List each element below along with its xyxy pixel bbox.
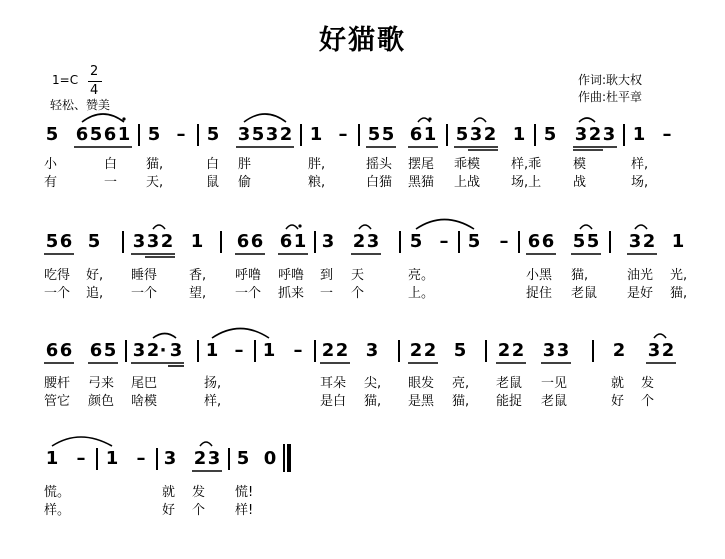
note: 5 (467, 231, 481, 252)
lyric: 猫, (146, 157, 164, 172)
lyric: 吃得 (44, 268, 71, 283)
slur (359, 225, 371, 229)
lyric: 猫, (571, 268, 589, 283)
lyric: 追, (86, 286, 104, 301)
slur (654, 334, 666, 338)
note: 3 (542, 340, 556, 361)
lyric: 亮, (452, 376, 470, 391)
note: 2 (483, 124, 497, 145)
lyric: 发 (641, 376, 655, 391)
slur (635, 225, 647, 229)
composer-credit: 作曲:杜平章 (578, 90, 643, 104)
note: 1 (293, 231, 307, 252)
lyric: 胖 (238, 157, 252, 172)
note: 6 (527, 231, 541, 252)
note: 6 (236, 231, 250, 252)
lyric: 老鼠 (541, 394, 568, 409)
lyric: 是白 (320, 394, 347, 409)
note: 3 (207, 448, 221, 469)
lyric: 天, (146, 175, 164, 190)
note: 1 (205, 340, 219, 361)
note: 5 (367, 124, 381, 145)
lyric: 胖, (308, 157, 326, 172)
lyric: 望, (189, 286, 207, 301)
lyric: 粮, (308, 175, 326, 190)
lyric: 颜色 (88, 394, 115, 409)
note: 5 (453, 340, 467, 361)
slur (580, 225, 592, 229)
slur (153, 225, 165, 229)
slur (579, 118, 595, 122)
note: 0 (263, 448, 277, 469)
note: 5 (251, 124, 265, 145)
lyric: 上。 (408, 286, 435, 301)
note: 6 (59, 231, 73, 252)
lyric: 啥模 (131, 394, 158, 409)
note: 2 (146, 340, 160, 361)
lyric: 模 (573, 157, 587, 172)
note: 2 (642, 231, 656, 252)
note: 2 (160, 231, 174, 252)
octave-dot (428, 117, 431, 120)
lyric: 睡得 (131, 268, 158, 283)
note: 1 (423, 124, 437, 145)
note: 2 (193, 448, 207, 469)
lyric: 个 (192, 503, 206, 518)
slur (416, 220, 474, 230)
lyric: 光, (670, 268, 688, 283)
note: 3 (132, 340, 146, 361)
note: – (338, 124, 348, 145)
note: 3 (469, 124, 483, 145)
lyric: 慌。 (44, 485, 71, 500)
note: 1 (671, 231, 685, 252)
lyric: 油光 (627, 268, 654, 283)
note: – (76, 448, 86, 469)
octave-dot (122, 117, 125, 120)
note: 6 (45, 340, 59, 361)
note: 5 (206, 124, 220, 145)
note: 5 (409, 231, 423, 252)
lyric: 白猫 (366, 175, 393, 190)
lyric: 就 (611, 376, 625, 391)
lyric: 小黑 (526, 268, 553, 283)
lyric: 黑猫 (408, 175, 435, 190)
note: 6 (409, 124, 423, 145)
lyric: 耳朵 (320, 376, 347, 391)
octave-dot (298, 224, 301, 227)
lyric: 一 (104, 175, 118, 190)
note: 3 (556, 340, 570, 361)
note: 3 (574, 124, 588, 145)
note: 3 (628, 231, 642, 252)
time-signature-top: 2 (90, 64, 99, 79)
note: 2 (352, 231, 366, 252)
lyric: 好 (162, 503, 176, 518)
lyric: 场, (631, 175, 649, 190)
note: 6 (89, 340, 103, 361)
lyric: 样, (204, 394, 222, 409)
note: 1 (190, 231, 204, 252)
lyric: 白 (104, 157, 118, 172)
lyric: 弓来 (88, 376, 115, 391)
lyric: 尾巴 (131, 376, 158, 391)
lyric: 有 (44, 175, 58, 190)
note: 3 (163, 448, 177, 469)
note: 1 (117, 124, 131, 145)
slur (200, 442, 212, 446)
lyric: 猫, (670, 286, 688, 301)
lyric: 猫, (364, 394, 382, 409)
note: – (176, 124, 186, 145)
tempo-marking: 轻松、赞美 (50, 98, 111, 112)
note: 3 (647, 340, 661, 361)
note: 3 (169, 340, 183, 361)
note: 3 (146, 231, 160, 252)
lyric: 腰杆 (44, 376, 71, 391)
lyric: 老鼠 (571, 286, 598, 301)
slur (418, 118, 430, 122)
note: 5 (381, 124, 395, 145)
note: 5 (45, 124, 59, 145)
lyric: 发 (192, 485, 206, 500)
lyric: 捉住 (526, 286, 553, 301)
note: 3 (602, 124, 616, 145)
lyric: 鼠 (206, 175, 220, 190)
slur (286, 225, 298, 229)
lyric: 就 (162, 485, 176, 500)
lyric: 慌! (235, 485, 254, 500)
lyric: 眼发 (408, 376, 435, 391)
note: 5 (89, 124, 103, 145)
lyric: 到 (320, 268, 334, 283)
note: 2 (409, 340, 423, 361)
note: 2 (335, 340, 349, 361)
lyric: 天 (351, 268, 365, 283)
lyric: 场,上 (511, 175, 542, 190)
note: – (439, 231, 449, 252)
lyric: 好 (611, 394, 625, 409)
lyric: 个 (351, 286, 365, 301)
lyric: 样,乖 (511, 157, 542, 172)
lyric: 样! (235, 503, 254, 518)
note: 5 (147, 124, 161, 145)
note: 1 (512, 124, 526, 145)
lyric: 是黑 (408, 394, 435, 409)
lyric: 管它 (44, 394, 71, 409)
note: 6 (59, 340, 73, 361)
lyric: 摆尾 (408, 157, 435, 172)
note-dot: · (159, 340, 167, 361)
key-signature: 1=C (52, 73, 79, 87)
note: 6 (250, 231, 264, 252)
note: 3 (321, 231, 335, 252)
lyric: 一个 (235, 286, 262, 301)
lyric: 好, (86, 268, 104, 283)
note: 2 (661, 340, 675, 361)
note: 6 (279, 231, 293, 252)
lyric: 战 (573, 175, 587, 190)
note: 2 (321, 340, 335, 361)
note: 3 (237, 124, 251, 145)
slur (212, 329, 269, 339)
lyric: 样。 (44, 503, 71, 518)
note: 2 (497, 340, 511, 361)
note: 2 (612, 340, 626, 361)
slur (82, 114, 124, 122)
lyric: 白 (206, 157, 220, 172)
lyric: 乖模 (454, 157, 481, 172)
lyric: 呼噜 (278, 268, 305, 283)
note: – (662, 124, 672, 145)
lyric: 香, (189, 268, 207, 283)
note: 2 (511, 340, 525, 361)
time-signature-bottom: 4 (90, 83, 99, 98)
lyric: 呼噜 (235, 268, 262, 283)
lyric: 是好 (627, 286, 654, 301)
lyric: 一 (320, 286, 334, 301)
lyric: 上战 (454, 175, 481, 190)
note: – (499, 231, 509, 252)
lyric: 亮。 (408, 268, 435, 283)
note: 3 (366, 231, 380, 252)
slur (244, 114, 286, 122)
note: 5 (45, 231, 59, 252)
lyric: 个 (641, 394, 655, 409)
note: 6 (75, 124, 89, 145)
lyric: 尖, (364, 376, 382, 391)
note: 2 (279, 124, 293, 145)
note: 2 (423, 340, 437, 361)
lyric: 一见 (541, 376, 568, 391)
lyric: 一个 (131, 286, 158, 301)
note: – (293, 340, 303, 361)
slur (52, 437, 112, 446)
note: 3 (365, 340, 379, 361)
note: 1 (632, 124, 646, 145)
note: 5 (87, 231, 101, 252)
lyric: 老鼠 (496, 376, 523, 391)
slur (474, 118, 486, 122)
note: 6 (541, 231, 555, 252)
lyric: 抓来 (278, 286, 305, 301)
note: 3 (132, 231, 146, 252)
note: – (234, 340, 244, 361)
note: 5 (543, 124, 557, 145)
lyric: 一个 (44, 286, 71, 301)
note: 3 (265, 124, 279, 145)
lyric: 猫, (452, 394, 470, 409)
note: 1 (262, 340, 276, 361)
note: 1 (45, 448, 59, 469)
note: 5 (586, 231, 600, 252)
lyric: 摇头 (366, 157, 393, 172)
lyricist-credit: 作词:耿大权 (578, 73, 643, 87)
lyric: 扬, (204, 376, 222, 391)
note: – (136, 448, 146, 469)
note: 1 (309, 124, 323, 145)
note: 5 (236, 448, 250, 469)
note: 6 (103, 124, 117, 145)
lyric: 能捉 (496, 394, 523, 409)
note: 5 (572, 231, 586, 252)
note: 2 (588, 124, 602, 145)
note: 5 (455, 124, 469, 145)
song-title: 好猫歌 (319, 25, 406, 56)
note: 5 (103, 340, 117, 361)
lyric: 偷 (238, 175, 252, 190)
lyric: 样, (631, 157, 649, 172)
slur (153, 334, 176, 339)
note: 1 (105, 448, 119, 469)
lyric: 小 (44, 157, 58, 172)
